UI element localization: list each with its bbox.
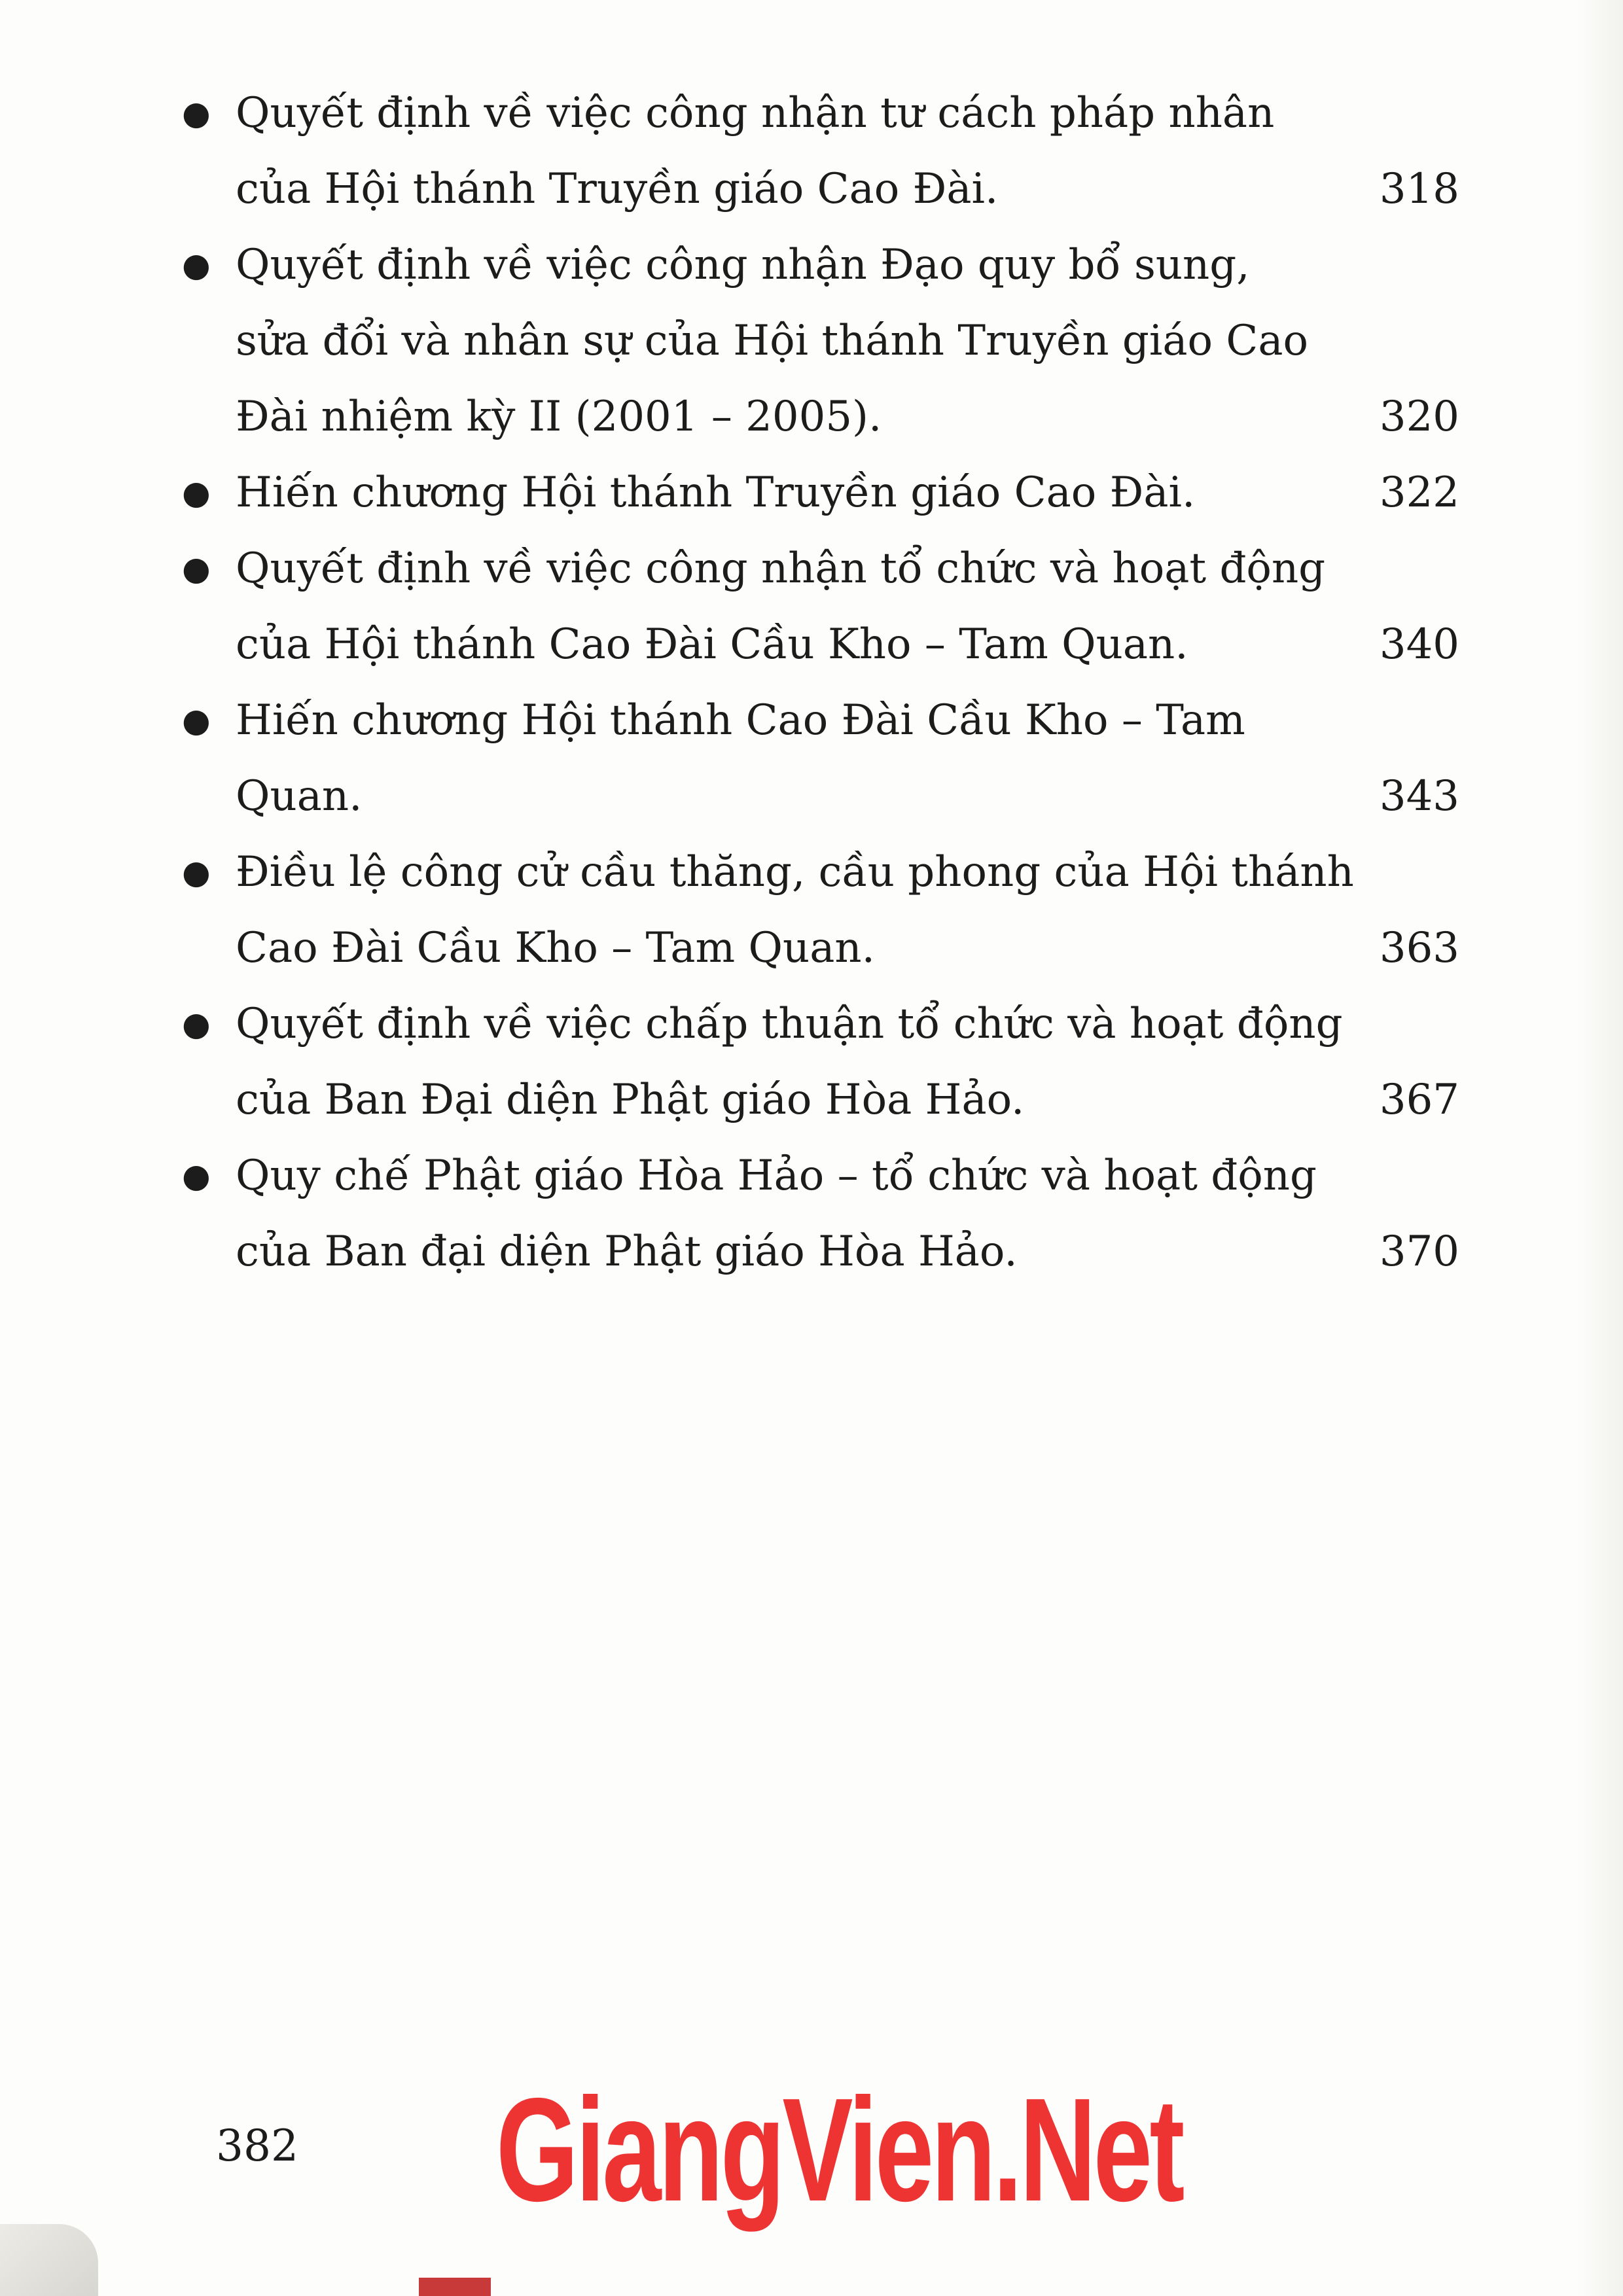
toc-entry[interactable] xyxy=(177,455,1459,531)
toc-entry-line: Quyết định về việc công nhận tư cách pháp nhân xyxy=(236,89,1275,137)
bullet-icon: ● xyxy=(182,1157,211,1195)
toc-page-number: 322 xyxy=(1379,468,1459,517)
bullet-icon: ● xyxy=(182,94,211,132)
toc-page-number: 320 xyxy=(1379,393,1459,441)
toc-entry-line: Hiến chương Hội thánh Cao Đài Cầu Kho – Tam xyxy=(236,696,1245,745)
bullet-icon: ● xyxy=(182,701,211,739)
toc-entry-line: Đài nhiệm kỳ II (2001 – 2005). xyxy=(236,393,882,441)
page-edge xyxy=(1577,0,1623,2296)
toc-entry-line: Điều lệ công cử cầu thăng, cầu phong của Hội thánh xyxy=(236,848,1354,896)
toc-entry-line: Quyết định về việc công nhận tổ chức và hoạt động xyxy=(236,544,1326,593)
bullet-icon: ● xyxy=(182,474,211,512)
page-number: 382 xyxy=(216,2121,298,2171)
toc-entry-line: Quy chế Phật giáo Hòa Hảo – tổ chức và hoạt động xyxy=(236,1152,1317,1200)
toc-entry[interactable] xyxy=(177,531,1459,682)
toc-entry-line: Quyết định về việc công nhận Đạo quy bổ sung, xyxy=(236,241,1250,289)
toc-page-number: 343 xyxy=(1379,772,1459,821)
toc-entry[interactable] xyxy=(177,986,1459,1138)
bullet-icon: ● xyxy=(182,1005,211,1043)
corner-smudge xyxy=(0,2224,98,2296)
watermark-logo: GiangVien.Net xyxy=(496,2067,1183,2232)
toc-entry[interactable] xyxy=(177,682,1459,834)
toc-entry-line: của Ban đại diện Phật giáo Hòa Hảo. xyxy=(236,1227,1018,1276)
toc-entry-line: Hiến chương Hội thánh Truyền giáo Cao Đài. xyxy=(236,468,1196,517)
bullet-icon: ● xyxy=(182,550,211,588)
toc-page-number: 340 xyxy=(1379,620,1459,669)
toc-entry[interactable] xyxy=(177,227,1459,455)
toc-entry-line: của Hội thánh Cao Đài Cầu Kho – Tam Quan. xyxy=(236,620,1188,669)
toc-page-number: 367 xyxy=(1379,1076,1459,1124)
table-of-contents xyxy=(177,75,1459,1290)
toc-entry-line: Quan. xyxy=(236,772,363,821)
toc-entry[interactable] xyxy=(177,1138,1459,1290)
toc-entry[interactable] xyxy=(177,834,1459,986)
toc-page-number: 318 xyxy=(1379,165,1459,213)
toc-entry-line: của Ban Đại diện Phật giáo Hòa Hảo. xyxy=(236,1076,1025,1124)
toc-page-number: 363 xyxy=(1379,924,1459,972)
toc-entry-line: Quyết định về việc chấp thuận tổ chức và hoạt động xyxy=(236,1000,1343,1048)
toc-entry-line: sửa đổi và nhân sự của Hội thánh Truyền giáo Cao xyxy=(236,317,1309,365)
toc-page-number: 370 xyxy=(1379,1227,1459,1276)
bullet-icon: ● xyxy=(182,246,211,284)
toc-entry-line: của Hội thánh Truyền giáo Cao Đài. xyxy=(236,165,999,213)
bullet-icon: ● xyxy=(182,853,211,891)
corner-red-mark xyxy=(419,2278,491,2296)
toc-entry[interactable] xyxy=(177,75,1459,227)
toc-entry-line: Cao Đài Cầu Kho – Tam Quan. xyxy=(236,924,875,972)
